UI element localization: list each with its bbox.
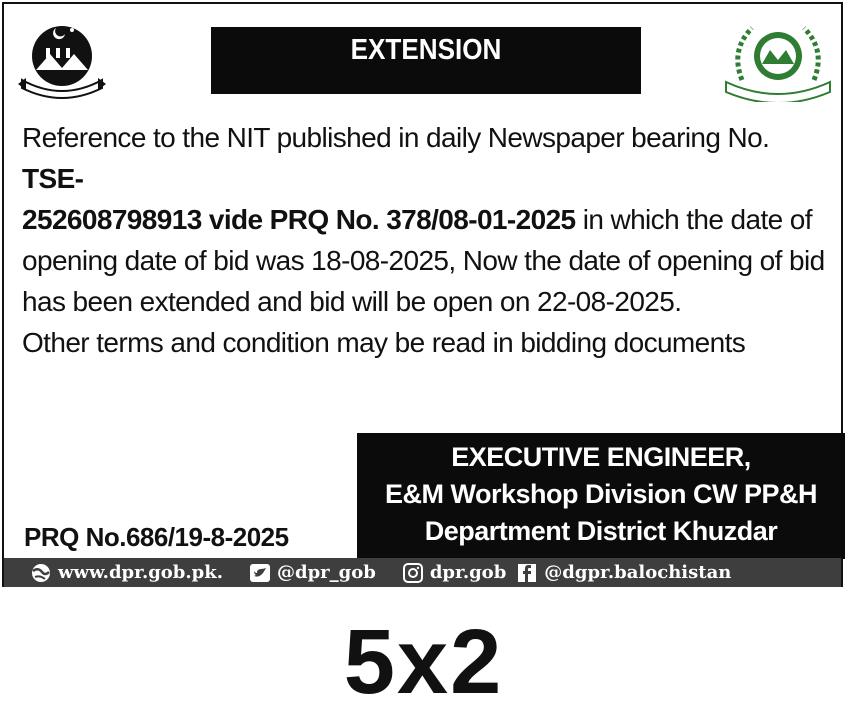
notice-body xyxy=(22,117,834,363)
social-footer-bar xyxy=(4,558,841,587)
facebook-icon xyxy=(516,563,538,583)
twitter-icon xyxy=(249,563,271,583)
instagram-icon xyxy=(402,563,424,583)
notice-line-5: Other terms and condition may be read in bidding documents xyxy=(22,327,746,358)
notice-line-2: 252608798913 vide PRQ No. 378/08-01-2025 in which the date of xyxy=(22,204,812,235)
dgpr-emblem-logo xyxy=(720,20,836,102)
signature-designation: EXECUTIVE ENGINEER, xyxy=(451,442,751,472)
website-link[interactable]: www.dpr.gob.pk. xyxy=(58,562,223,583)
signature-department: Department District Khuzdar xyxy=(424,516,778,546)
prq-number: PRQ No.686/19-8-2025 xyxy=(24,522,289,552)
facebook-handle[interactable]: @dgpr.balochistan xyxy=(544,562,732,583)
ad-size-label: 5x2 xyxy=(343,611,504,713)
balochistan-emblem-logo xyxy=(16,18,108,100)
globe-icon xyxy=(30,563,52,583)
notice-title-box xyxy=(211,27,641,94)
notice-line-1: Reference to the NIT published in daily Newspaper bearing No. TSE- xyxy=(22,122,770,194)
notice-line-3: opening date of bid was 18-08-2025, Now the date of opening of bid xyxy=(22,245,825,276)
twitter-handle[interactable]: @dpr_gob xyxy=(276,562,376,583)
notice-title: EXTENSION xyxy=(350,34,502,66)
advertisement-notice xyxy=(2,2,843,587)
signature-division: E&M Workshop Division CW PP&H xyxy=(384,479,818,509)
notice-line-4: has been extended and bid will be open on 22-08-2025. xyxy=(22,286,682,317)
instagram-handle[interactable]: dpr.gob xyxy=(429,562,507,583)
signature-box xyxy=(357,433,845,559)
